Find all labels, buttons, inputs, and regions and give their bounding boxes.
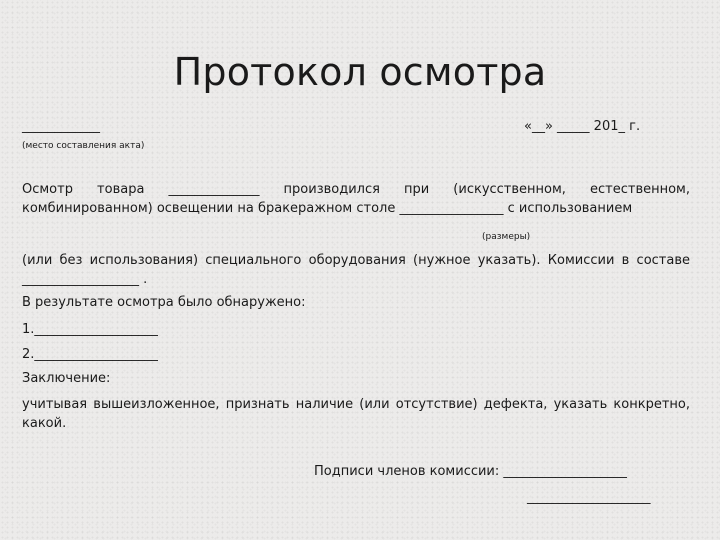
date-blank: «__» _____ 201_ г. [524, 119, 641, 134]
place-blank: ____________ [22, 119, 100, 134]
signatures-label: Подписи членов комиссии: ___________________ [314, 464, 627, 479]
finding-item-1: 1.___________________ [22, 322, 158, 337]
size-caption: (размеры) [482, 232, 531, 242]
found-label: В результате осмотра было обнаружено: [22, 295, 306, 310]
equipment-paragraph: (или без использования) специального оборудования (нужное указать). Комиссии в составе __________________ . [22, 253, 690, 287]
conclusion-label: Заключение: [22, 371, 111, 386]
conclusion-paragraph: учитывая вышеизложенное, признать наличие (или отсутствие) дефекта, указать конкретно, какой. [22, 397, 690, 431]
signature-line-2: ___________________ [527, 490, 651, 505]
place-caption: (место составления акта) [22, 141, 145, 151]
finding-item-2: 2.___________________ [22, 347, 158, 362]
inspection-paragraph: Осмотр товара ______________ производился при (искусственном, естественном, комбинированном) освещении на бракеражном столе ________________ с использованием [22, 182, 690, 216]
document-title: Протокол осмотра [173, 50, 547, 94]
